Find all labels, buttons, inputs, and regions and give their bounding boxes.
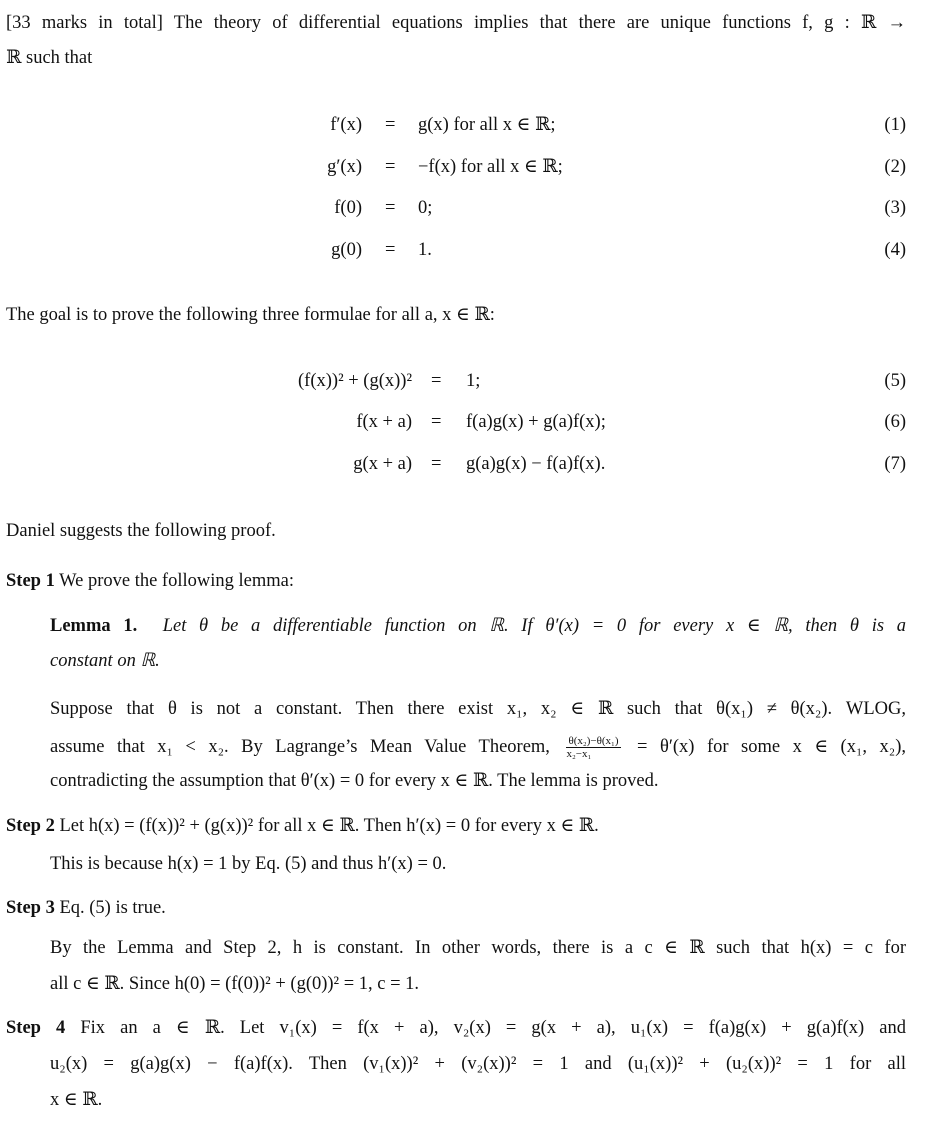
equation-rhs: g(a)g(x) − f(a)f(x). bbox=[466, 454, 606, 474]
equation-rhs: 0; bbox=[418, 198, 433, 218]
proof-line-2-pre: assume that x₁ < x₂. By Lagrange’s Mean Value Theorem, bbox=[50, 736, 550, 757]
equation-lhs: f′(x) bbox=[330, 115, 362, 135]
step-1 bbox=[6, 570, 906, 592]
equation-rhs: f(a)g(x) + g(a)f(x); bbox=[466, 412, 606, 432]
intro-line-2: ℝ such that bbox=[6, 48, 93, 68]
fraction-denominator: x₂−x₁ bbox=[566, 748, 592, 760]
equation-rhs: −f(x) for all x ∈ ℝ; bbox=[418, 157, 563, 177]
fraction-numerator: θ(x₂)−θ(x₁) bbox=[568, 735, 619, 747]
proof-line-2-post: = θ′(x) for some x ∈ (x₁, x₂), bbox=[637, 736, 907, 757]
step-3 bbox=[6, 897, 906, 919]
step-2 bbox=[6, 815, 906, 837]
equation-number: (7) bbox=[884, 454, 906, 474]
step-2-line-2: This is because h(x) = 1 by Eq. (5) and thus h′(x) = 0. bbox=[50, 854, 447, 874]
step-label: Step 1 bbox=[6, 571, 55, 591]
step-3-line-3: all c ∈ ℝ. Since h(0) = (f(0))² + (g(0))² = 1, c = 1. bbox=[50, 974, 420, 994]
equation-lhs: f(0) bbox=[334, 198, 362, 218]
step-4-line-2: u₂(x) = g(a)g(x) − f(a)f(x). Then (v₁(x))² + (v₂(x))² = 1 and (u₁(x))² + (u₂(x))² = 1 for all bbox=[50, 1054, 906, 1074]
step-text: Eq. (5) is true. bbox=[59, 898, 166, 918]
equation-lhs: g′(x) bbox=[327, 157, 362, 177]
equals-sign: = bbox=[431, 454, 442, 474]
equals-sign: = bbox=[431, 371, 442, 391]
lemma-text: Let θ be a differentiable function on ℝ. If θ′(x) = 0 for every x ∈ ℝ, then θ is a bbox=[162, 616, 907, 636]
lemma-line-2: constant on ℝ. bbox=[50, 651, 160, 671]
step-text: We prove the following lemma: bbox=[59, 571, 294, 591]
equals-sign: = bbox=[385, 198, 396, 218]
step-label: Step 3 bbox=[6, 898, 55, 918]
equals-sign: = bbox=[385, 115, 396, 135]
lemma-line-1 bbox=[50, 615, 906, 637]
equation-rhs: g(x) for all x ∈ ℝ; bbox=[418, 115, 556, 135]
step-text: Fix an a ∈ ℝ. Let v₁(x) = f(x + a), v₂(x) = g(x + a), u₁(x) = f(a)g(x) + g(a)f(x) and bbox=[80, 1018, 907, 1038]
equals-sign: = bbox=[431, 412, 442, 432]
goal-text: The goal is to prove the following three formulae for all a, x ∈ ℝ: bbox=[6, 305, 495, 325]
step-text: Let h(x) = (f(x))² + (g(x))² for all x ∈ ℝ. Then h′(x) = 0 for every x ∈ ℝ. bbox=[59, 816, 599, 836]
step-4 bbox=[6, 1017, 906, 1039]
equation-number: (3) bbox=[884, 198, 906, 218]
equation-lhs: (f(x))² + (g(x))² bbox=[298, 371, 412, 391]
equation-lhs: g(x + a) bbox=[353, 454, 412, 474]
intro-line-1: [33 marks in total] The theory of differential equations implies that there are unique functions f, g : ℝ → bbox=[6, 13, 906, 33]
proof-line-3: contradicting the assumption that θ′(x) = 0 for every x ∈ ℝ. The lemma is proved. bbox=[50, 771, 659, 791]
equation-number: (1) bbox=[884, 115, 906, 135]
lemma-label: Lemma 1. bbox=[50, 616, 138, 636]
equation-number: (2) bbox=[884, 157, 906, 177]
equation-number: (5) bbox=[884, 371, 906, 391]
equation-number: (6) bbox=[884, 412, 906, 432]
daniel-text: Daniel suggests the following proof. bbox=[6, 521, 276, 541]
equation-rhs: 1; bbox=[466, 371, 481, 391]
step-label: Step 4 bbox=[6, 1018, 66, 1038]
step-label: Step 2 bbox=[6, 816, 55, 836]
equals-sign: = bbox=[385, 157, 396, 177]
equation-lhs: f(x + a) bbox=[356, 412, 412, 432]
proof-line-1: Suppose that θ is not a constant. Then there exist x₁, x₂ ∈ ℝ such that θ(x₁) ≠ θ(x₂). WLOG, bbox=[50, 699, 906, 719]
step-4-line-3: x ∈ ℝ. bbox=[50, 1090, 103, 1110]
equals-sign: = bbox=[385, 240, 396, 260]
equation-number: (4) bbox=[884, 240, 906, 260]
equation-rhs: 1. bbox=[418, 240, 432, 260]
step-3-line-2: By the Lemma and Step 2, h is constant. In other words, there is a c ∈ ℝ such that h(x) = c for bbox=[50, 938, 906, 958]
equation-lhs: g(0) bbox=[331, 240, 362, 260]
proof-line-2 bbox=[50, 735, 906, 760]
fraction bbox=[566, 735, 620, 760]
